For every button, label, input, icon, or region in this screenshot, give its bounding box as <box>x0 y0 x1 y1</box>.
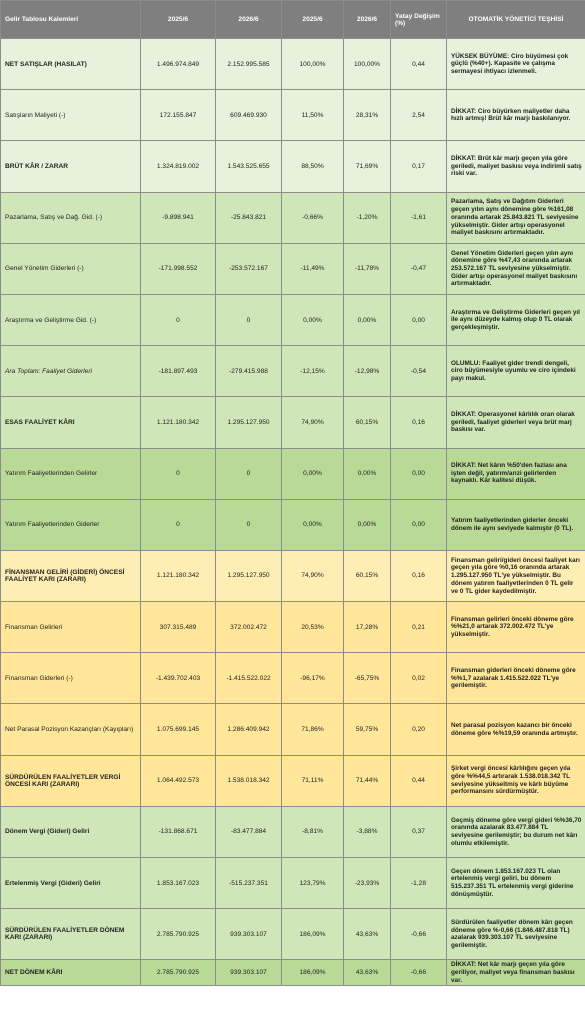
change-cell: 0,02 <box>391 653 447 704</box>
table-row <box>1 806 585 857</box>
table-row <box>1 653 585 704</box>
change-cell: -0,66 <box>391 960 447 986</box>
advisor-note-cell: DİKKAT: Brüt kâr marjı geçen yıla göre geriledi, maliyet baskısı veya indirimli satış riski var. <box>447 141 585 192</box>
ratio-2025-cell: 88,50% <box>282 141 344 192</box>
ratio-2026-cell: 43,63% <box>344 909 391 960</box>
change-cell: 0,00 <box>391 294 447 345</box>
table-row <box>1 858 585 909</box>
item-cell: Genel Yönetim Giderleri (-) <box>1 243 141 294</box>
change-cell: 2,54 <box>391 90 447 141</box>
header-horizontal-change: Yatay Değişim (%) <box>391 1 447 39</box>
ratio-2026-cell: 0,00% <box>344 499 391 550</box>
item-cell: FİNANSMAN GELİRİ (GİDERİ) ÖNCESİ FAALİYET KARI (ZARARI) <box>1 550 141 601</box>
ratio-2025-cell: -8,81% <box>282 806 344 857</box>
value-2026-cell: -515.237.351 <box>216 858 282 909</box>
value-2026-cell: 1.543.525.655 <box>216 141 282 192</box>
advisor-note-cell: Şirket vergi öncesi kârlılığını geçen yıla göre %%44,5 artırarak 1.538.018.342 TL seviyesine yükseltmiş ve kârlı büyüme performansını sürdürmüştür. <box>447 755 585 806</box>
value-2025-cell: 1.496.974.849 <box>141 39 216 90</box>
ratio-2025-cell: -96,17% <box>282 653 344 704</box>
item-cell: Finansman Gelirleri <box>1 602 141 653</box>
ratio-2025-cell: 0,00% <box>282 499 344 550</box>
change-cell: 0,21 <box>391 602 447 653</box>
item-cell: Ara Toplam: Faaliyet Giderleri <box>1 346 141 397</box>
item-cell: NET DÖNEM KÂRI <box>1 960 141 986</box>
value-2026-cell: -1.415.522.022 <box>216 653 282 704</box>
table-row <box>1 755 585 806</box>
advisor-note-cell: DİKKAT: Net kârın %50'den fazlası ana işten değil, yatırım/arızi gelirlerden kaynaklı. Kâr kalitesi düşük. <box>447 448 585 499</box>
advisor-note-cell: Yatırım faaliyetlerinden giderler önceki dönem ile aynı seviyede kalmıştır (0 TL). <box>447 499 585 550</box>
header-row <box>1 1 585 39</box>
value-2025-cell: -181.897.493 <box>141 346 216 397</box>
item-cell: Satışların Maliyeti (-) <box>1 90 141 141</box>
ratio-2025-cell: 71,86% <box>282 704 344 755</box>
change-cell: 0,17 <box>391 141 447 192</box>
value-2025-cell: -9.898.941 <box>141 192 216 243</box>
value-2025-cell: 307.315.489 <box>141 602 216 653</box>
advisor-note-cell: DİKKAT: Operasyonel kârlılık oran olarak geriledi, faaliyet giderleri veya brüt marj baskısı var. <box>447 397 585 448</box>
ratio-2025-cell: 100,00% <box>282 39 344 90</box>
advisor-note-cell: Genel Yönetim Giderleri geçen yılın aynı dönemine göre %47,43 oranında artarak 253.572.167 TL seviyesine yükselmiştir. Gider artışı operasyonel maliyet baskısını artırmaktadır. <box>447 243 585 294</box>
change-cell: -1,61 <box>391 192 447 243</box>
change-cell: 0,37 <box>391 806 447 857</box>
ratio-2025-cell: 186,09% <box>282 960 344 986</box>
ratio-2026-cell: 0,00% <box>344 448 391 499</box>
value-2025-cell: 0 <box>141 294 216 345</box>
ratio-2025-cell: 20,53% <box>282 602 344 653</box>
table-row <box>1 39 585 90</box>
value-2026-cell: 0 <box>216 499 282 550</box>
value-2025-cell: 1.075.699.145 <box>141 704 216 755</box>
item-cell: Finansman Giderleri (-) <box>1 653 141 704</box>
advisor-note-cell: Araştırma ve Geliştirme Giderleri geçen yıl ile aynı düzeyde kalmış olup 0 TL olarak gerçekleşmiştir. <box>447 294 585 345</box>
ratio-2025-cell: 123,79% <box>282 858 344 909</box>
header-advisor: OTOMATİK YÖNETİCİ TEŞHİSİ <box>447 1 585 39</box>
table-row <box>1 550 585 601</box>
ratio-2025-cell: 11,50% <box>282 90 344 141</box>
ratio-2026-cell: 60,15% <box>344 397 391 448</box>
item-cell: Araştırma ve Geliştirme Gid. (-) <box>1 294 141 345</box>
ratio-2025-cell: 71,11% <box>282 755 344 806</box>
table-body <box>1 39 585 986</box>
table-row <box>1 704 585 755</box>
value-2026-cell: 1.286.409.942 <box>216 704 282 755</box>
table-row <box>1 602 585 653</box>
change-cell: 0,16 <box>391 550 447 601</box>
advisor-note-cell: Sürdürülen faaliyetler dönem kârı geçen döneme göre %-0,66 (1.846.487.818 TL) azalarak 939.303.107 TL seviyesine gerilemiştir. <box>447 909 585 960</box>
ratio-2026-cell: 71,44% <box>344 755 391 806</box>
item-cell: ESAS FAALİYET KÂRI <box>1 397 141 448</box>
ratio-2025-cell: 74,90% <box>282 397 344 448</box>
value-2026-cell: 939.303.107 <box>216 909 282 960</box>
ratio-2026-cell: -23,93% <box>344 858 391 909</box>
ratio-2026-cell: -65,75% <box>344 653 391 704</box>
header-value-2025: 2025/6 <box>141 1 216 39</box>
advisor-note-cell: Geçmiş döneme göre vergi gideri %%36,70 oranında azalarak 83.477.884 TL seviyesine gerilemiştir; bu durum net kârı olumlu etkilemiştir. <box>447 806 585 857</box>
item-cell: Ertelenmiş Vergi (Gideri) Geliri <box>1 858 141 909</box>
value-2025-cell: 2.785.790.925 <box>141 960 216 986</box>
value-2025-cell: 1.324.819.002 <box>141 141 216 192</box>
ratio-2026-cell: -11,78% <box>344 243 391 294</box>
value-2026-cell: -279.415.988 <box>216 346 282 397</box>
value-2025-cell: 1.121.180.342 <box>141 550 216 601</box>
value-2026-cell: 2.152.995.585 <box>216 39 282 90</box>
ratio-2026-cell: -12,98% <box>344 346 391 397</box>
value-2025-cell: 1.064.492.573 <box>141 755 216 806</box>
table-row <box>1 243 585 294</box>
advisor-note-cell: YÜKSEK BÜYÜME: Ciro büyümesi çok güçlü (%40+). Kapasite ve çalışma sermayesi ihtiyacı izlenmeli. <box>447 39 585 90</box>
item-cell: SÜRDÜRÜLEN FAALİYETLER DÖNEM KARI (ZARARI) <box>1 909 141 960</box>
value-2026-cell: 0 <box>216 294 282 345</box>
item-cell: Dönem Vergi (Gideri) Geliri <box>1 806 141 857</box>
item-cell: NET SATIŞLAR (HASILAT) <box>1 39 141 90</box>
table-row <box>1 141 585 192</box>
change-cell: 0,44 <box>391 39 447 90</box>
change-cell: 0,16 <box>391 397 447 448</box>
advisor-note-cell: Finansman geliri/gideri öncesi faaliyet karı geçen yıla göre %0,16 oranında artarak 1.295.127.950 TL'ye yükselmiştir. Bu dönem yatırım faaliyetlerinden 0 TL gelir ve 0 TL gider kaydedilmiştir. <box>447 550 585 601</box>
ratio-2025-cell: -0,66% <box>282 192 344 243</box>
value-2025-cell: 0 <box>141 499 216 550</box>
header-ratio-2025: 2025/6 <box>282 1 344 39</box>
table-row <box>1 90 585 141</box>
header-value-2026: 2026/6 <box>216 1 282 39</box>
ratio-2026-cell: 17,28% <box>344 602 391 653</box>
table-row <box>1 909 585 960</box>
value-2025-cell: 1.853.167.023 <box>141 858 216 909</box>
value-2025-cell: -1.439.702.403 <box>141 653 216 704</box>
change-cell: 0,00 <box>391 448 447 499</box>
ratio-2026-cell: 59,75% <box>344 704 391 755</box>
value-2025-cell: -131.868.671 <box>141 806 216 857</box>
advisor-note-cell: Net parasal pozisyon kazancı bir önceki döneme göre %%19,59 oranında artmıştır. <box>447 704 585 755</box>
change-cell: 0,44 <box>391 755 447 806</box>
value-2025-cell: 1.121.180.342 <box>141 397 216 448</box>
ratio-2026-cell: 28,31% <box>344 90 391 141</box>
ratio-2026-cell: -3,88% <box>344 806 391 857</box>
value-2025-cell: 172.155.847 <box>141 90 216 141</box>
table-row <box>1 397 585 448</box>
value-2025-cell: 0 <box>141 448 216 499</box>
value-2026-cell: 372.002.472 <box>216 602 282 653</box>
advisor-note-cell: Finansman gelirleri önceki döneme göre %%21,0 artarak 372.002.472 TL'ye yükselmiştir. <box>447 602 585 653</box>
header-ratio-2026: 2026/6 <box>344 1 391 39</box>
ratio-2026-cell: 100,00% <box>344 39 391 90</box>
ratio-2025-cell: 74,90% <box>282 550 344 601</box>
value-2026-cell: 939.303.107 <box>216 960 282 986</box>
ratio-2026-cell: 71,69% <box>344 141 391 192</box>
change-cell: -1,28 <box>391 858 447 909</box>
item-cell: Pazarlama, Satış ve Dağ. Gid. (-) <box>1 192 141 243</box>
change-cell: -0,47 <box>391 243 447 294</box>
table-row <box>1 346 585 397</box>
item-cell: Yatırım Faaliyetlerinden Giderler <box>1 499 141 550</box>
ratio-2025-cell: 0,00% <box>282 294 344 345</box>
value-2026-cell: -253.572.167 <box>216 243 282 294</box>
advisor-note-cell: Geçen dönem 1.853.167.023 TL olan ertelenmiş vergi geliri, bu dönem 515.237.351 TL ertelenmiş vergi giderine dönüşmüştür. <box>447 858 585 909</box>
value-2025-cell: -171.998.552 <box>141 243 216 294</box>
value-2026-cell: -83.477.884 <box>216 806 282 857</box>
value-2026-cell: 1.295.127.950 <box>216 397 282 448</box>
value-2026-cell: 1.295.127.950 <box>216 550 282 601</box>
value-2025-cell: 2.785.790.925 <box>141 909 216 960</box>
change-cell: 0,00 <box>391 499 447 550</box>
table-row <box>1 960 585 986</box>
item-cell: SÜRDÜRÜLEN FAALİYETLER VERGİ ÖNCESİ KARI (ZARARI) <box>1 755 141 806</box>
ratio-2026-cell: 43,63% <box>344 960 391 986</box>
item-cell: BRÜT KÂR / ZARAR <box>1 141 141 192</box>
value-2026-cell: 609.469.930 <box>216 90 282 141</box>
ratio-2026-cell: 0,00% <box>344 294 391 345</box>
table-row <box>1 294 585 345</box>
advisor-note-cell: OLUMLU: Faaliyet gider trendi dengeli, ciro büyümesiyle uyumlu ve ciro içindeki payı makul. <box>447 346 585 397</box>
item-cell: Yatırım Faaliyetlerinden Gelirler <box>1 448 141 499</box>
advisor-note-cell: Finansman giderleri önceki döneme göre %%1,7 azalarak 1.415.522.022 TL'ye gerilemiştir. <box>447 653 585 704</box>
table-row <box>1 192 585 243</box>
advisor-note-cell: DİKKAT: Net kâr marjı geçen yıla göre geriliyor, maliyet veya finansman baskısı var. <box>447 960 585 986</box>
ratio-2025-cell: -11,49% <box>282 243 344 294</box>
ratio-2025-cell: 0,00% <box>282 448 344 499</box>
advisor-note-cell: DİKKAT: Ciro büyürken maliyetler daha hızlı artmış! Brüt kâr marjı baskılanıyor. <box>447 90 585 141</box>
ratio-2026-cell: -1,20% <box>344 192 391 243</box>
table-row <box>1 448 585 499</box>
value-2026-cell: 0 <box>216 448 282 499</box>
change-cell: -0,66 <box>391 909 447 960</box>
header-item: Gelir Tablosu Kalemleri <box>1 1 141 39</box>
ratio-2025-cell: 186,09% <box>282 909 344 960</box>
item-cell: Net Parasal Pozisyon Kazançları (Kayıpları) <box>1 704 141 755</box>
change-cell: 0,20 <box>391 704 447 755</box>
value-2026-cell: -25.843.821 <box>216 192 282 243</box>
table-row <box>1 499 585 550</box>
value-2026-cell: 1.538.018.342 <box>216 755 282 806</box>
advisor-note-cell: Pazarlama, Satış ve Dağıtım Giderleri geçen yılın aynı dönemine göre %161,08 oranında artarak 25.843.821 TL seviyesine yükselmiştir. Gider artışı operasyonel maliyet baskısını artırmaktadır. <box>447 192 585 243</box>
change-cell: -0,54 <box>391 346 447 397</box>
ratio-2026-cell: 60,15% <box>344 550 391 601</box>
ratio-2025-cell: -12,15% <box>282 346 344 397</box>
